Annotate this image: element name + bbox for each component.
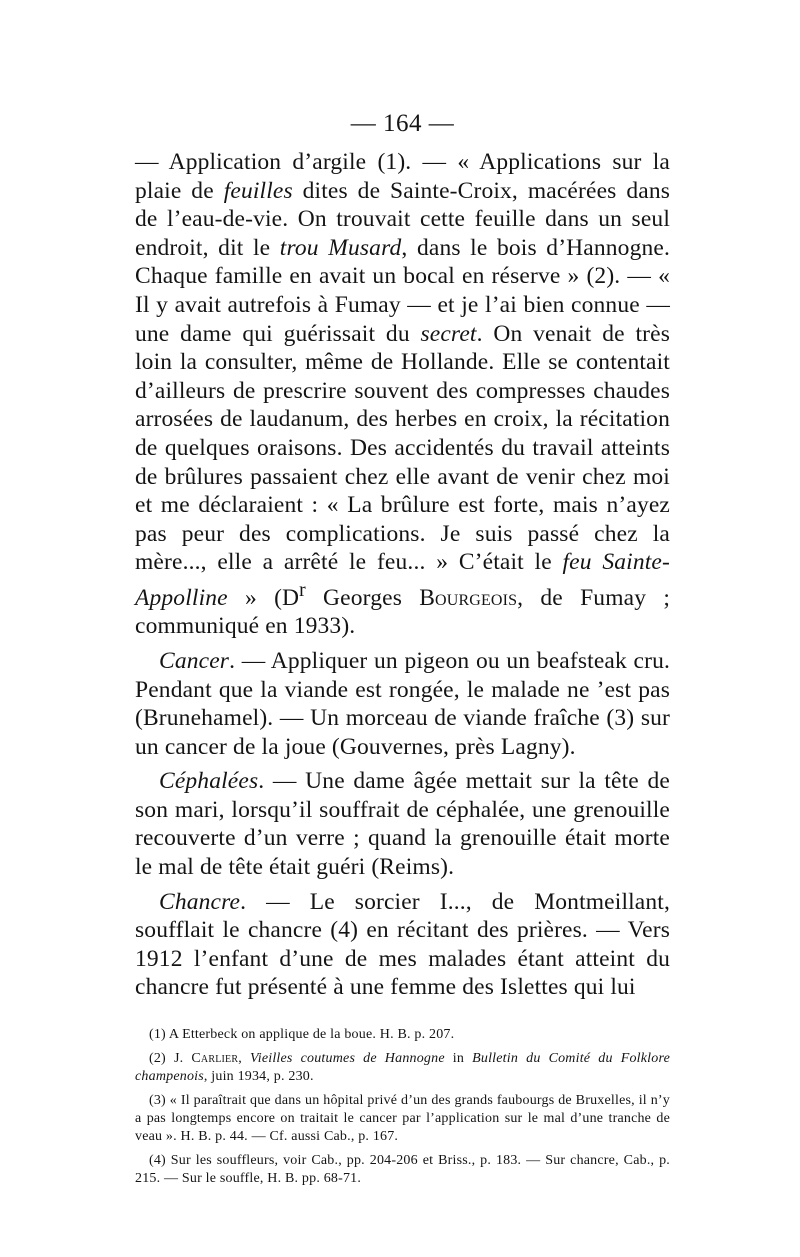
- text-run: . On venait de très loin la consulter, même de Hollande. Elle se contentait d’ailleurs de prescrire souvent des compresses chaudes arrosées de laudanum, des herbes en croix, la récitation de quelques oraisons. Des accidentés du travail atteints de brûlures passaient chez elle avant de venir chez moi et me déclaraient : « La brûlure est forte, mais n’ayez pas peur des complications. Je suis passé chez la mère..., elle a arrêté le feu... » C’était le: [135, 320, 670, 576]
- section-heading-cancer: Cancer: [159, 647, 230, 674]
- text-run: dites de Sainte-Croix, macérées dans de l’eau-de-vie. On trouvait cette feuille dans un seul endroit, dit le: [135, 177, 671, 261]
- italic-title: Vieilles coutumes de Hannogne: [250, 1051, 445, 1067]
- author-name: Bourgeois: [419, 584, 518, 611]
- section-heading-chancre: Chancre: [159, 888, 241, 915]
- italic-term: feuilles: [223, 177, 293, 204]
- footnote-4: (4) Sur les souffleurs, voir Cab., pp. 204-206 et Briss., p. 183. — Sur chancre, Cab., p. 215. — Sur le souffle, H. B. pp. 68-71.: [135, 1153, 670, 1187]
- text-run: Georges: [305, 584, 420, 611]
- book-page: [135, 108, 670, 1194]
- footnotes: [135, 1026, 670, 1188]
- superscript: r: [299, 579, 306, 601]
- paragraph-argile: [135, 148, 670, 641]
- page-number: — 164 —: [350, 110, 455, 137]
- italic-term: secret: [420, 320, 477, 347]
- footnote-1: (1) A Etterbeck on applique de la boue. H. B. p. 207.: [149, 1027, 455, 1043]
- text-run: — Application d’argile (1). — « Applications sur la plaie de: [135, 149, 670, 204]
- italic-term: trou Musard: [279, 234, 402, 261]
- paragraph-cancer: [135, 647, 670, 761]
- author-name: Carlier: [191, 1051, 239, 1067]
- text-run: , juin 1934, p. 230.: [203, 1069, 314, 1085]
- text-run: . — Le sorcier I..., de Montmeillant, soufflait le chancre (4) en récitant des prières. — Vers 1912 l’enfant d’une de mes malades étant atteint du chancre fut présenté à une femme des Islettes qui lui: [135, 888, 670, 1001]
- main-text: [135, 148, 670, 1002]
- text-run: . — Une dame âgée mettait sur la tête de son mari, lorsqu’il souffrait de céphalée, une grenouille recouverte d’un verre ; quand la grenouille était morte le mal de tête était guéri (Reims).: [135, 768, 670, 881]
- footnote-3: (3) « Il paraîtrait que dans un hôpital privé d’un des grands faubourgs de Bruxelles, il n’y a pas longtemps encore on traitait le cancer par l’application sur le mal d’une tranche de veau ». H. B. p. 44. — Cf. aussi Cab., p. 167.: [135, 1093, 670, 1145]
- italic-term: feu Sainte-Appolline: [135, 549, 670, 611]
- paragraph-cephalees: [135, 767, 670, 881]
- text-run: , dans le bois d’Hannogne. Chaque famille en avait un bocal en réserve » (2). — « Il y avait autrefois à Fumay — et je l’ai bien connue — une dame qui guérissait du: [135, 234, 670, 347]
- text-run: in: [444, 1051, 473, 1067]
- text-run: ,: [238, 1051, 251, 1067]
- italic-title: Bulletin du Comité du Folklore champenois: [135, 1051, 670, 1085]
- section-heading-cephalees: Céphalées: [159, 768, 259, 795]
- text-run: , de Fumay ; communiqué en 1933).: [135, 584, 671, 640]
- footnote-2: [135, 1050, 670, 1086]
- text-run: (2) J.: [149, 1051, 192, 1067]
- text-run: . — Appliquer un pigeon ou un beafsteak cru. Pendant que la viande est rongée, le malade ne ’est pas (Brunehamel). — Un morceau de viande fraîche (3) sur un cancer de la joue (Gouvernes, près Lagny).: [135, 647, 670, 760]
- paragraph-chancre: [135, 888, 670, 1002]
- text-run: » (D: [227, 584, 300, 611]
